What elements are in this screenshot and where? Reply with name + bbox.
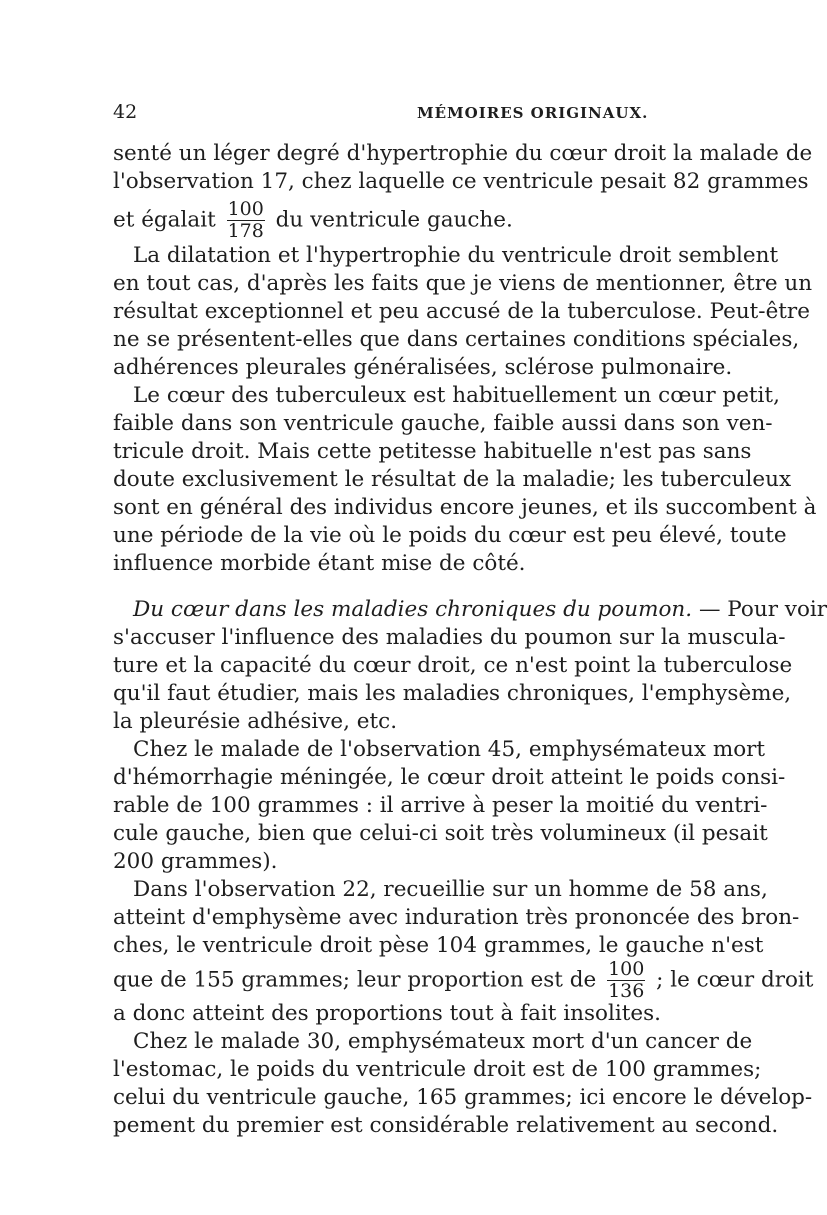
text-line-with-fraction <box>113 198 685 242</box>
text-line: la pleurésie adhésive, etc. <box>113 709 398 734</box>
text-line: qu'il faut étudier, mais les maladies chroniques, l'emphysème, <box>113 681 792 706</box>
text-line: en tout cas, d'après les faits que je viens de mentionner, être un <box>113 271 813 296</box>
text-line: l'observation 17, chez laquelle ce ventricule pesait 82 grammes <box>113 169 809 194</box>
paragraph-first-line: Le cœur des tuberculeux est habituellement un cœur petit, <box>133 383 780 408</box>
paragraph-first-line: Dans l'observation 22, recueillie sur un homme de 58 ans, <box>133 877 768 902</box>
fraction-denominator: 178 <box>227 220 264 242</box>
text-line: influence morbide étant mise de côté. <box>113 551 526 576</box>
text-segment: et égalait <box>113 207 216 233</box>
text-line: l'estomac, le poids du ventricule droit est de 100 grammes; <box>113 1057 762 1082</box>
text-segment: — Pour voir <box>698 597 827 622</box>
section-heading: Du cœur dans les maladies chroniques du poumon. <box>133 597 693 622</box>
text-line: tricule droit. Mais cette petitesse habituelle n'est pas sans <box>113 439 752 464</box>
text-line: résultat exceptionnel et peu accusé de la tuberculose. Peut-être <box>113 299 810 324</box>
paragraph-first-line: La dilatation et l'hypertrophie du ventricule droit semblent <box>133 243 779 268</box>
section-heading-line <box>113 596 827 624</box>
page-number: 42 <box>113 101 138 123</box>
text-line: adhérences pleurales généralisées, sclérose pulmonaire. <box>113 355 733 380</box>
text-line: d'hémorrhagie méningée, le cœur droit atteint le poids consi- <box>113 765 786 790</box>
text-line: atteint d'emphysème avec induration très prononcée des bron- <box>113 905 800 930</box>
text-line: 200 grammes). <box>113 849 278 874</box>
fraction <box>607 960 645 1001</box>
fraction-numerator: 100 <box>608 958 645 980</box>
fraction <box>227 200 265 241</box>
fraction-numerator: 100 <box>227 198 264 220</box>
text-segment: du ventricule gauche. <box>275 207 513 233</box>
text-line: senté un léger degré d'hypertrophie du cœur droit la malade de <box>113 141 813 166</box>
text-line: sont en général des individus encore jeunes, et ils succombent à <box>113 495 817 520</box>
text-line: ture et la capacité du cœur droit, ce n'est point la tuberculose <box>113 653 793 678</box>
text-line: rable de 100 grammes : il arrive à peser la moitié du ventri- <box>113 793 768 818</box>
text-line: ne se présentent-elles que dans certaines conditions spéciales, <box>113 327 800 352</box>
text-line: celui du ventricule gauche, 165 grammes; ici encore le dévelop- <box>113 1085 813 1110</box>
text-line: pement du premier est considérable relativement au second. <box>113 1113 779 1138</box>
text-line: doute exclusivement le résultat de la maladie; les tuberculeux <box>113 467 792 492</box>
text-line: une période de la vie où le poids du cœur est peu élevé, toute <box>113 523 787 548</box>
fraction-denominator: 136 <box>608 980 645 1002</box>
text-segment: que de 155 grammes; leur proportion est de <box>113 967 597 993</box>
paragraph-first-line: Chez le malade de l'observation 45, emphysémateux mort <box>133 737 766 762</box>
text-line-with-fraction <box>113 958 814 1002</box>
text-line: s'accuser l'influence des maladies du poumon sur la muscula- <box>113 625 786 650</box>
running-title: MÉMOIRES ORIGINAUX. <box>417 104 649 122</box>
text-line: cule gauche, bien que celui-ci soit très volumineux (il pesait <box>113 821 768 846</box>
text-segment: ; le cœur droit <box>656 967 814 993</box>
text-line: a donc atteint des proportions tout à fait insolites. <box>113 1001 661 1026</box>
text-line: ches, le ventricule droit pèse 104 grammes, le gauche n'est <box>113 933 764 958</box>
paragraph-first-line: Chez le malade 30, emphysémateux mort d'un cancer de <box>133 1029 753 1054</box>
text-line: faible dans son ventricule gauche, faible aussi dans son ven- <box>113 411 773 436</box>
running-header <box>113 101 685 127</box>
